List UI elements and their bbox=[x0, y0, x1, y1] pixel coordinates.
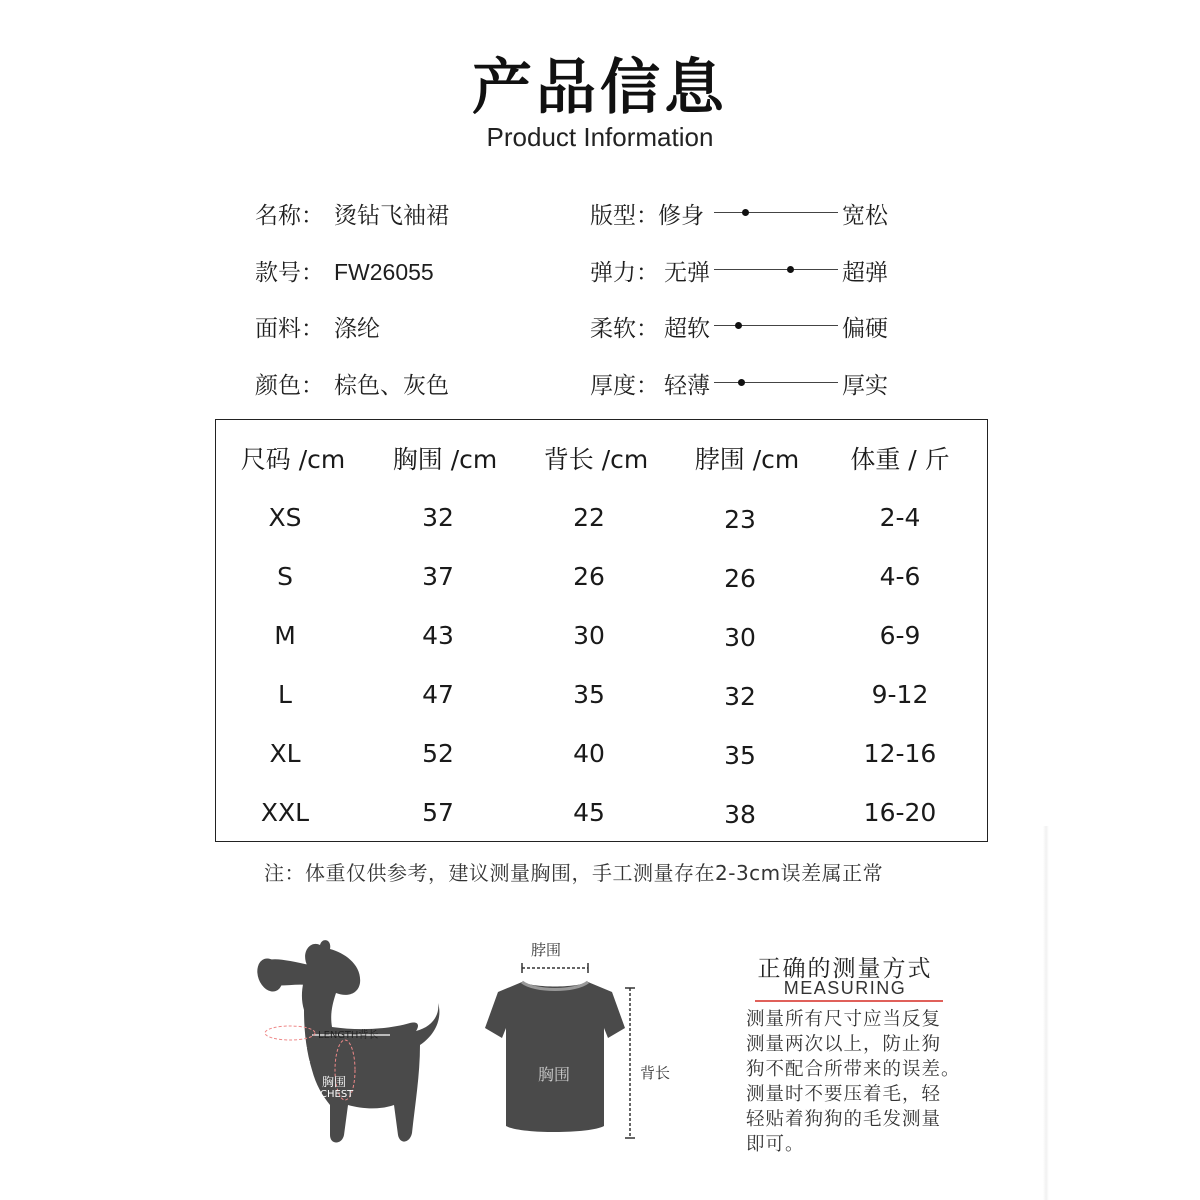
table-cell: 38 bbox=[724, 800, 756, 829]
page-title: 产品信息 bbox=[472, 53, 728, 123]
note-text: 注：体重仅供参考，建议测量胸围，手工测量存在2-3cm误差属正常 bbox=[264, 861, 884, 885]
size-cell: M bbox=[274, 621, 296, 650]
dog-neck-en: NECK bbox=[283, 1060, 311, 1071]
table-cell: 4-6 bbox=[879, 562, 921, 591]
edge-shadow bbox=[1043, 826, 1049, 1200]
scale-high: 超弹 bbox=[842, 260, 888, 286]
attr-label: 名称： bbox=[255, 203, 324, 229]
scale-track bbox=[714, 382, 838, 383]
measuring-underline bbox=[755, 1000, 943, 1002]
scale-high: 宽松 bbox=[842, 203, 888, 229]
scale-low: 无弹 bbox=[664, 260, 710, 286]
measuring-subtitle: MEASURING bbox=[783, 978, 907, 998]
measuring-line: 即可。 bbox=[746, 1134, 805, 1155]
measuring-line: 轻贴着狗狗的毛发测量 bbox=[746, 1109, 942, 1130]
measuring-line: 测量两次以上，防止狗 bbox=[746, 1034, 942, 1055]
measuring-title: 正确的测量方式 bbox=[757, 956, 933, 982]
attr-label: 颜色： bbox=[255, 373, 324, 399]
table-cell: 52 bbox=[422, 739, 454, 768]
attr-name bbox=[255, 197, 449, 230]
scale-marker bbox=[787, 266, 794, 273]
size-cell: XXL bbox=[260, 798, 310, 827]
table-cell: 12-16 bbox=[863, 739, 937, 768]
shirt-measure-figure bbox=[480, 958, 670, 1148]
table-cell: 32 bbox=[724, 682, 756, 711]
dog-neck-label: 脖围 bbox=[284, 1046, 309, 1060]
scale-label: 版型： bbox=[590, 203, 659, 229]
table-cell: 35 bbox=[573, 680, 605, 709]
scale-low: 超软 bbox=[664, 316, 710, 342]
scale-label: 厚度： bbox=[590, 373, 659, 399]
attr-color bbox=[255, 367, 449, 400]
size-cell: S bbox=[277, 562, 293, 591]
attr-value: 涤纶 bbox=[334, 316, 380, 342]
attr-value: 烫钻飞袖裙 bbox=[334, 203, 449, 229]
table-cell: 30 bbox=[724, 623, 756, 652]
dog-silhouette bbox=[302, 940, 439, 1142]
table-cell: 37 bbox=[422, 562, 454, 591]
scale-high: 厚实 bbox=[842, 373, 888, 399]
shirt-chest-label: 胸围 bbox=[538, 1065, 571, 1084]
measuring-line: 狗不配合所带来的误差。 bbox=[746, 1059, 961, 1080]
dog-measure-figure bbox=[250, 935, 440, 1165]
measuring-line: 测量时不要压着毛，轻 bbox=[746, 1084, 942, 1105]
table-header-cell: 背长 /cm bbox=[543, 445, 649, 474]
table-cell: 6-9 bbox=[879, 621, 921, 650]
table-cell: 45 bbox=[573, 798, 605, 827]
table-cell: 43 bbox=[422, 621, 454, 650]
dog-chest-label: 胸围 bbox=[322, 1075, 347, 1089]
dog-length-label: LENGTH背长 bbox=[318, 1030, 379, 1041]
table-cell: 9-12 bbox=[871, 680, 929, 709]
table-cell: 23 bbox=[724, 505, 756, 534]
attr-fabric bbox=[255, 310, 380, 343]
attr-label: 款号： bbox=[255, 260, 324, 286]
scale-track bbox=[714, 212, 838, 213]
shirt-neck-label: 脖围 bbox=[531, 941, 562, 959]
attr-value: 棕色、灰色 bbox=[334, 373, 449, 399]
shirt-body bbox=[485, 982, 625, 1132]
scale-track bbox=[714, 325, 838, 326]
table-cell: 26 bbox=[724, 564, 756, 593]
table-cell: 35 bbox=[724, 741, 756, 770]
scale-label: 弹力： bbox=[590, 260, 659, 286]
table-header-cell: 尺码 /cm bbox=[240, 445, 346, 474]
scale-low: 修身 bbox=[658, 203, 704, 229]
scale-marker bbox=[738, 379, 745, 386]
size-cell: XL bbox=[269, 739, 301, 768]
measuring-line: 测量所有尺寸应当反复 bbox=[746, 1009, 942, 1030]
table-cell: 57 bbox=[422, 798, 454, 827]
table-cell: 16-20 bbox=[863, 798, 937, 827]
dog-snout bbox=[260, 959, 310, 985]
table-cell: 40 bbox=[573, 739, 605, 768]
table-header-cell: 脖围 /cm bbox=[694, 445, 800, 474]
attr-label: 面料： bbox=[255, 316, 324, 342]
dog-chest-en: CHEST bbox=[320, 1089, 354, 1100]
table-header-cell: 胸围 /cm bbox=[392, 445, 498, 474]
scale-high: 偏硬 bbox=[842, 316, 888, 342]
table-cell: 2-4 bbox=[879, 503, 921, 532]
scale-low: 轻薄 bbox=[664, 373, 710, 399]
size-cell: XS bbox=[268, 503, 302, 532]
attr-style-no bbox=[255, 254, 434, 287]
table-cell: 47 bbox=[422, 680, 454, 709]
table-cell: 30 bbox=[573, 621, 605, 650]
table-cell: 26 bbox=[573, 562, 605, 591]
table-cell: 32 bbox=[422, 503, 454, 532]
measuring-text bbox=[746, 1007, 971, 1157]
table-header-cell: 体重 / 斤 bbox=[850, 445, 950, 474]
table-cell: 22 bbox=[573, 503, 605, 532]
page-subtitle: Product Information bbox=[486, 122, 714, 152]
shirt-length-label: 背长 bbox=[640, 1064, 671, 1082]
scale-label: 柔软： bbox=[590, 316, 659, 342]
attr-value: FW26055 bbox=[334, 259, 434, 285]
size-cell: L bbox=[278, 680, 292, 709]
scale-track bbox=[714, 269, 838, 270]
scale-marker bbox=[742, 209, 749, 216]
scale-marker bbox=[735, 322, 742, 329]
